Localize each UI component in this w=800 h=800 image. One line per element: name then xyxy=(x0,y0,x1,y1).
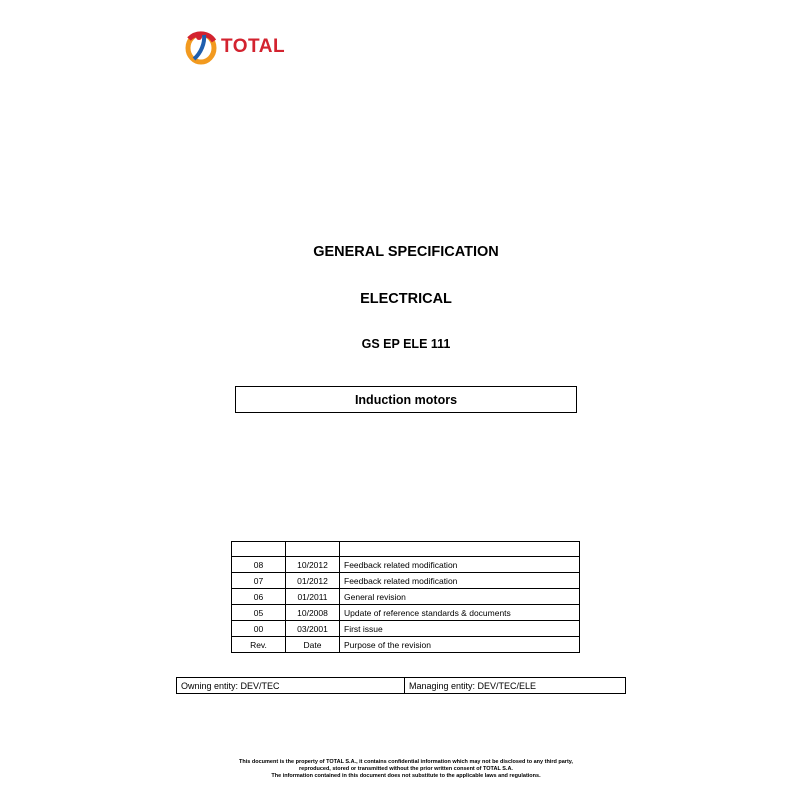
owning-entity: Owning entity: DEV/TEC xyxy=(177,678,405,694)
rev-cell: 06 xyxy=(232,589,286,605)
date-cell: 01/2011 xyxy=(286,589,340,605)
document-title: GENERAL SPECIFICATION xyxy=(313,244,499,260)
rev-cell: 07 xyxy=(232,573,286,589)
purpose-cell: Feedback related modification xyxy=(340,573,580,589)
rev-cell: 00 xyxy=(232,621,286,637)
rev-cell: 08 xyxy=(232,557,286,573)
subject-box xyxy=(235,386,577,413)
subject-text: Induction motors xyxy=(354,392,458,407)
entity-table xyxy=(176,677,626,694)
revision-table xyxy=(231,541,580,653)
table-row xyxy=(232,589,580,605)
footer-line: The information contained in this document does not substitute to the applicable laws and regulations. xyxy=(271,773,541,779)
rev-header: Rev. xyxy=(232,637,286,653)
table-row xyxy=(177,678,626,694)
table-row xyxy=(232,573,580,589)
total-logo xyxy=(185,28,285,66)
date-cell: 01/2012 xyxy=(286,573,340,589)
footer-line: This document is the property of TOTAL S.A., it contains confidential information which may not be disclosed to any third party, xyxy=(239,759,573,765)
date-cell: 03/2001 xyxy=(286,621,340,637)
table-row xyxy=(232,621,580,637)
rev-cell: 05 xyxy=(232,605,286,621)
table-header-row xyxy=(232,637,580,653)
date-cell: 10/2008 xyxy=(286,605,340,621)
confidentiality-footer xyxy=(0,759,800,780)
logo-text: TOTAL xyxy=(221,36,286,57)
table-row xyxy=(232,605,580,621)
document-subtitle: ELECTRICAL xyxy=(360,291,452,307)
managing-entity: Managing entity: DEV/TEC/ELE xyxy=(405,678,626,694)
total-logo-icon xyxy=(185,29,217,65)
document-code: GS EP ELE 111 xyxy=(361,337,451,351)
table-row xyxy=(232,557,580,573)
purpose-cell: First issue xyxy=(340,621,580,637)
purpose-cell: Update of reference standards & documents xyxy=(340,605,580,621)
purpose-cell: General revision xyxy=(340,589,580,605)
footer-line: reproduced, stored or transmitted without the prior written consent of TOTAL S.A. xyxy=(299,766,513,772)
purpose-cell: Feedback related modification xyxy=(340,557,580,573)
purpose-header: Purpose of the revision xyxy=(340,637,580,653)
date-header: Date xyxy=(286,637,340,653)
date-cell: 10/2012 xyxy=(286,557,340,573)
table-row xyxy=(232,542,580,557)
